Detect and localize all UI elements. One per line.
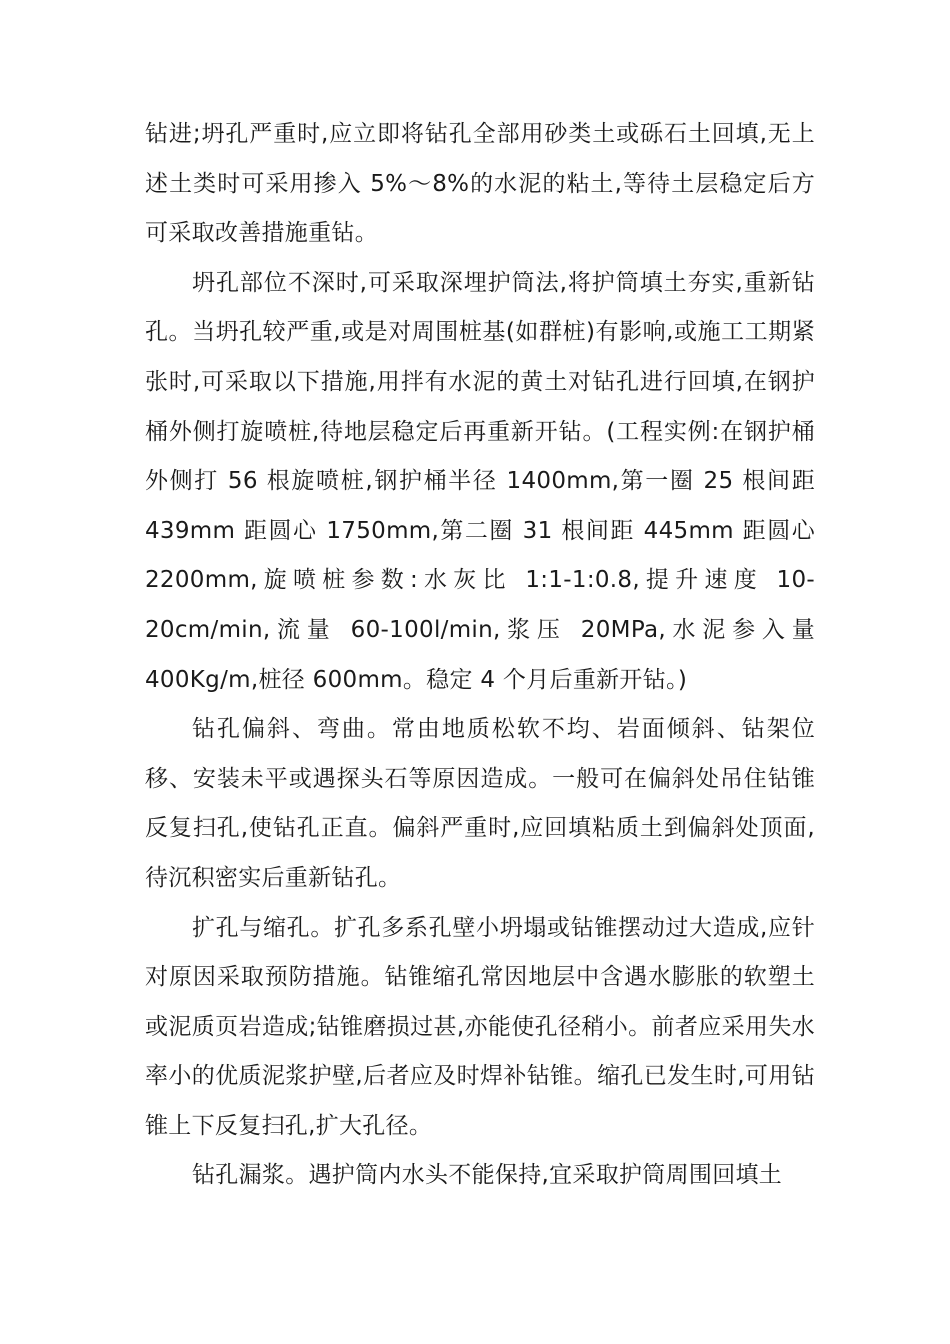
paragraph-hole-deviation: 钻孔偏斜、弯曲。常由地质松软不均、岩面倾斜、钻架位移、安装未平或遇探头石等原因造成。一般可在偏斜处吊住钻锥反复扫孔,使钻孔正直。偏斜严重时,应回填粘质土到偏斜处顶面,待沉积密实后重新钻孔。 <box>145 716 815 891</box>
paragraph-collapse-measures: 坍孔部位不深时,可采取深埋护筒法,将护筒填土夯实,重新钻孔。当坍孔较严重,或是对周围桩基(如群桩)有影响,或施工工期紧张时,可采取以下措施,用拌有水泥的黄土对钻孔进行回填,在钢护桶外侧打旋喷桩,待地层稳定后再重新开钻。(工程实例:在钢护桶外侧打 56 根旋喷桩,钢护桶半径 1400mm,第一圈 25 根间距 439mm 距圆心 1750mm,第二圈 31 根间距 445mm 距圆心 2200mm,旋喷桩参数:水灰比 1:1-1:0.8,提升速度 10-20cm/min,流量 60-100l/min,浆压 20MPa,水泥参入量 400Kg/m,桩径 600mm。稳定 4 个月后重新开钻。) <box>145 269 815 693</box>
paragraph-continuation: 钻进;坍孔严重时,应立即将钻孔全部用砂类土或砾石土回填,无上述土类时可采用掺入 5%～8%的水泥的粘土,等待土层稳定后方可采取改善措施重钻。 <box>145 121 815 247</box>
paragraph-hole-enlargement-shrinkage: 扩孔与缩孔。扩孔多系孔壁小坍塌或钻锥摆动过大造成,应针对原因采取预防措施。钻锥缩孔常因地层中含遇水膨胀的软塑土或泥质页岩造成;钻锥磨损过甚,亦能使孔径稍小。前者应采用失水率小的优质泥浆护壁,后者应及时焊补钻锥。缩孔已发生时,可用钻锥上下反复扫孔,扩大孔径。 <box>145 914 815 1139</box>
document-body <box>145 110 815 1201</box>
paragraph-slurry-leakage: 钻孔漏浆。遇护筒内水头不能保持,宜采取护筒周围回填土 <box>192 1162 783 1189</box>
